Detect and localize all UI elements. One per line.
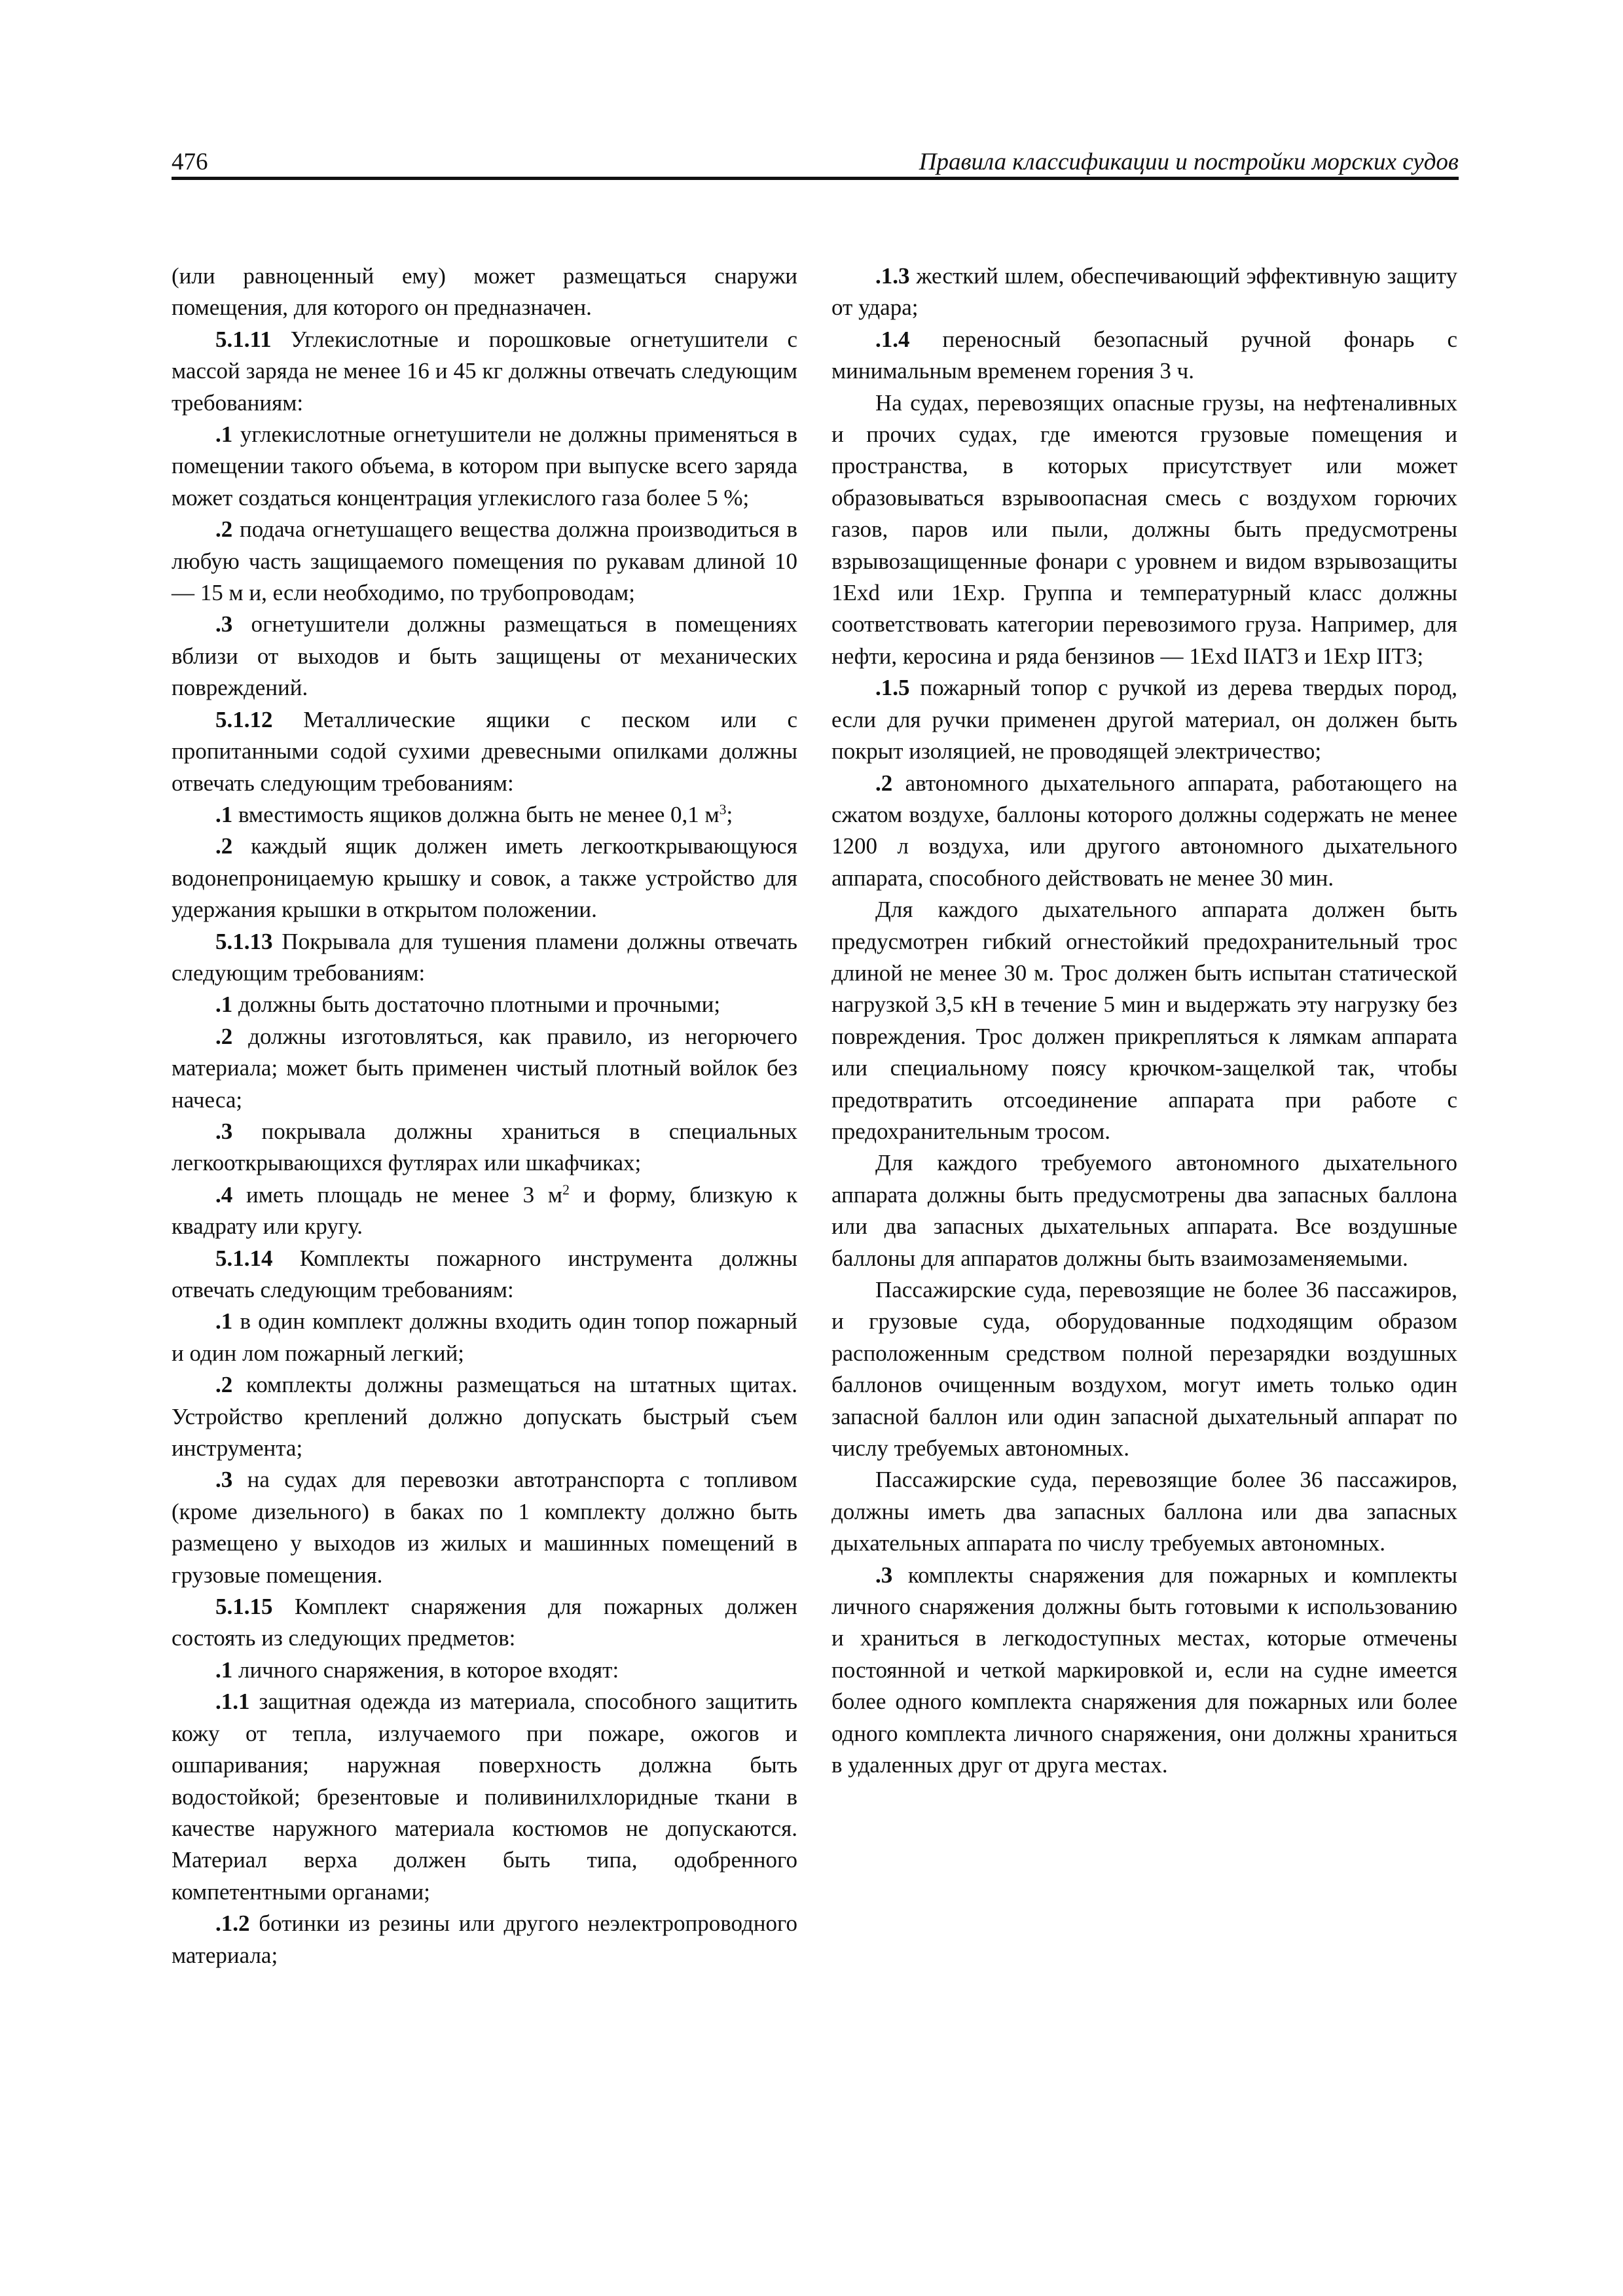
paragraph: Пассажирские суда, перевозящие более 36 пассажиров, должны иметь два запасных баллона или два запасных дыхательных аппарата по числу требуемых автономных. xyxy=(831,1467,1457,1556)
clause-number: 5.1.14 xyxy=(215,1245,273,1271)
paragraph: На судах, перевозящих опасные грузы, на нефтеналивных и прочих судах, где имеются грузовые помещения и пространства, в которых присутствует или может образовываться взрывоопасная смесь с воздухом горючих газов, паров или пыли, должны быть предусмотрены взрывозащищенные фонари с уровнем и видом взрывозащиты 1Exd или 1Exp. Группа и температурный класс должны соответствовать категории перевозимого груза. Например, для нефти, керосина и ряда бензинов — 1Exd IIАТ3 и 1Exp IIТ3; xyxy=(831,389,1457,669)
item-number: .2 xyxy=(215,516,233,543)
list-item: .4 иметь площадь не менее 3 $м^2$ и форму, близкую к квадрату или кругу. xyxy=(172,1181,797,1240)
running-title: Правила классификации и постройки морских судов xyxy=(919,149,1459,175)
item-number: .1.4 xyxy=(875,326,910,352)
item-number: .2 xyxy=(215,833,233,859)
item-number: .1 xyxy=(215,992,233,1018)
list-item: .1.2 ботинки из резины или другого неэлектропроводного материала; xyxy=(172,1910,797,1968)
item-number: .4 xyxy=(215,1181,233,1208)
item-number: .1 xyxy=(215,801,233,827)
list-item: .3 на судах для перевозки автотранспорта с топливом (кроме дизельного) в баках по 1 комплекту должно быть размещено у выходов из жилых и машинных помещений в грузовые помещения. xyxy=(172,1467,797,1588)
item-number: .3 xyxy=(875,1562,893,1588)
item-number: .2 xyxy=(215,1372,233,1398)
right-column xyxy=(831,260,1457,1782)
item-number: .1 xyxy=(215,1657,233,1683)
list-item: .1 личного снаряжения, в которое входят: xyxy=(215,1657,619,1683)
list-item: .1 углекислотные огнетушители не должны применяться в помещении такого объема, в котором при выпуске всего заряда может создаться концентрация углекислого газа более 5 %; xyxy=(172,422,797,511)
clause-5-1-11: 5.1.11 Углекислотные и порошковые огнетушители с массой заряда не менее 16 и 45 кг должны отвечать следующим требованиям: xyxy=(172,326,797,416)
list-item: .1.4 переносный безопасный ручной фонарь с минимальным временем горения 3 ч. xyxy=(831,326,1457,384)
item-number: .1.2 xyxy=(215,1910,250,1937)
clause-number: 5.1.15 xyxy=(215,1594,273,1620)
item-number: .1.3 xyxy=(875,263,910,289)
paragraph: Пассажирские суда, перевозящие не более 36 пассажиров, и грузовые суда, оборудованные подходящим образом расположенным средством полной перезарядки воздушных баллонов очищенным воздухом, могут иметь только один запасной баллон или один запасной дыхательный аппарат по числу требуемых автономных. xyxy=(831,1277,1457,1462)
item-number: .3 xyxy=(215,1467,233,1493)
paragraph: Для каждого требуемого автономного дыхательного аппарата должны быть предусмотрены два запасных баллона или два запасных дыхательных аппарата. Все воздушные баллоны для аппаратов должны быть взаимозаменяемыми. xyxy=(831,1150,1457,1271)
clause-number: 5.1.12 xyxy=(215,706,273,732)
list-item: .1 вместимость ящиков должна быть не менее 0,1 $м^3$; xyxy=(215,801,733,827)
item-number: .3 xyxy=(215,611,233,637)
clause-5-1-14: 5.1.14 Комплекты пожарного инструмента должны отвечать следующим требованиям: xyxy=(172,1245,797,1302)
list-item: .1.3 жесткий шлем, обеспечивающий эффективную защиту от удара; xyxy=(831,263,1457,321)
list-item: .1.1 защитная одежда из материала, способного защитить кожу от тепла, излучаемого при пожаре, ожогов и ошпаривания; наружная поверхность должна быть водостойкой; брезентовые и поливинилхлоридные ткани в качестве наружного материала костюмов не допускаются. Материал верха должен быть типа, одобренного компетентными органами; xyxy=(172,1689,797,1905)
item-number: .1 xyxy=(215,422,233,448)
list-item: .3 комплекты снаряжения для пожарных и комплекты личного снаряжения должны быть готовыми к использованию и храниться в легкодоступных местах, которые отмечены постоянной и четкой маркировкой и, если на судне имеется более одного комплекта снаряжения для пожарных или более одного комплекта личного снаряжения, они должны храниться в удаленных друг от друга местах. xyxy=(831,1562,1457,1778)
list-item: .2 каждый ящик должен иметь легкооткрывающуюся водонепроницаемую крышку и совок, а также устройство для удержания крышки в открытом положении. xyxy=(172,833,797,923)
list-item: .1 должны быть достаточно плотными и прочными; xyxy=(215,992,721,1018)
list-item: .2 подача огнетушащего вещества должна производиться в любую часть защищаемого помещения по рукавам длиной 10 — 15 м и, если необходимо, по трубопроводам; xyxy=(172,516,797,606)
item-number: .2 xyxy=(215,1023,233,1049)
header-rule xyxy=(172,177,1459,180)
clause-5-1-15: 5.1.15 Комплект снаряжения для пожарных должен состоять из следующих предметов: xyxy=(172,1594,797,1651)
left-column xyxy=(172,260,797,1971)
list-item: .2 комплекты должны размещаться на штатных щитах. Устройство креплений должно допускать быстрый съем инструмента; xyxy=(172,1372,797,1462)
page-number: 476 xyxy=(172,149,208,175)
paragraph: (или равноценный ему) может размещаться снаружи помещения, для которого он предназначен. xyxy=(172,263,797,321)
clause-number: 5.1.11 xyxy=(215,326,272,352)
clause-5-1-13: 5.1.13 Покрывала для тушения пламени должны отвечать следующим требованиям: xyxy=(172,928,797,986)
list-item: .3 покрывала должны храниться в специальных легкооткрывающихся футлярах или шкафчиках; xyxy=(172,1118,797,1176)
item-number: .1.1 xyxy=(215,1689,250,1715)
clause-number: 5.1.13 xyxy=(215,928,273,954)
item-number: .2 xyxy=(875,770,893,796)
list-item: .1 в один комплект должны входить один топор пожарный и один лом пожарный легкий; xyxy=(172,1308,797,1366)
paragraph: Для каждого дыхательного аппарата должен быть предусмотрен гибкий огнестойкий предохранительный трос длиной не менее 30 м. Трос должен быть испытан статической нагрузкой 3,5 кН в течение 5 мин и выдержать эту нагрузку без повреждения. Трос должен прикрепляться к лямкам аппарата или специальному поясу крючком-защелкой так, чтобы предотвратить отсоединение аппарата при работе с предохранительным тросом. xyxy=(831,897,1457,1144)
list-item: .2 должны изготовляться, как правило, из негорючего материала; может быть применен чистый плотный войлок без начеса; xyxy=(172,1023,797,1113)
page-header xyxy=(172,145,1459,179)
list-item: .3 огнетушители должны размещаться в помещениях вблизи от выходов и быть защищены от механических повреждений. xyxy=(172,611,797,701)
item-number: .3 xyxy=(215,1118,233,1144)
item-number: .1 xyxy=(215,1308,233,1335)
item-number: .1.5 xyxy=(875,675,910,701)
list-item: .1.5 пожарный топор с ручкой из дерева твердых пород, если для ручки применен другой материал, он должен быть покрыт изоляцией, не проводящей электричество; xyxy=(831,675,1457,764)
list-item: .2 автономного дыхательного аппарата, работающего на сжатом воздухе, баллоны которого должны содержать не менее 1200 л воздуха, или другого автономного дыхательного аппарата, способного действовать не менее 30 мин. xyxy=(831,770,1457,891)
clause-5-1-12: 5.1.12 Металлические ящики с песком или с пропитанными содой сухими древесными опилками должны отвечать следующим требованиям: xyxy=(172,706,797,796)
